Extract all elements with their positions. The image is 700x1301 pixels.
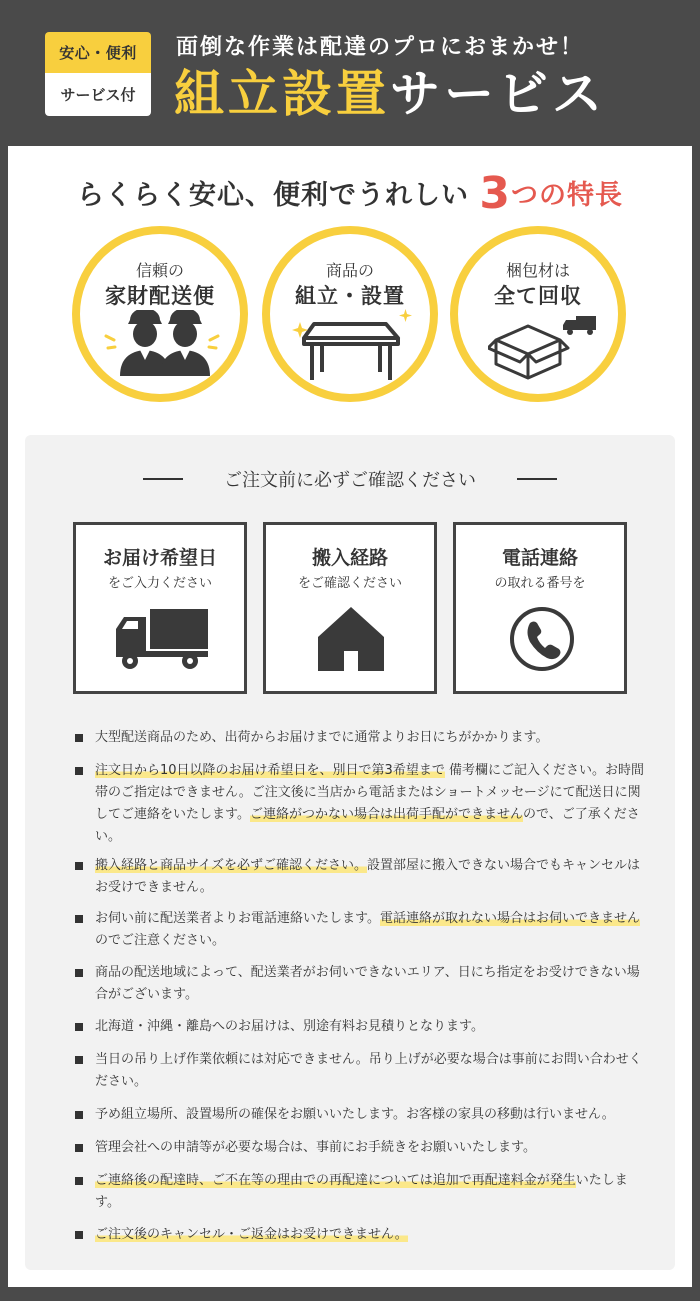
- box-truck-icon: [488, 310, 604, 380]
- notice-item: [75, 1137, 645, 1159]
- header-title-highlight: 組立設置: [174, 65, 390, 123]
- header-title-rest: サービス: [390, 65, 606, 123]
- phone-icon: [508, 605, 576, 673]
- notice-item: [75, 760, 645, 848]
- notice-title: ご注文前に必ずご確認ください: [224, 470, 476, 491]
- card-title: 電話連絡: [501, 547, 578, 569]
- note-text: 予め組立場所、設置場所の確保をお願いいたします。お客様の家具の移動は行いません。: [95, 1107, 615, 1122]
- house-icon: [316, 605, 386, 673]
- notice-item: [75, 1224, 645, 1246]
- highlighted-text: 注文日から10日以降のお届け希望日を、別日で第3希望まで: [95, 763, 445, 778]
- badge-bottom-label: サービス付: [45, 73, 151, 116]
- notice-item: [75, 1049, 645, 1093]
- notice-item: [75, 1170, 645, 1214]
- features-title: [0, 168, 700, 219]
- card-subtitle: をご確認ください: [297, 576, 402, 591]
- highlighted-text: 搬入経路と商品サイズを必ずご確認ください。: [95, 858, 367, 873]
- notice-item: [75, 1016, 645, 1038]
- feature-packaging: [450, 226, 626, 402]
- footer-bar: [0, 1287, 700, 1301]
- header-title: [174, 64, 606, 124]
- notice-item: [75, 855, 645, 899]
- note-text: 商品の配送地域によって、配送業者がお伺いできないエリア、日にち指定をお受けできない場合がございます。: [95, 965, 640, 1002]
- badge-top-label: 安心・便利: [45, 32, 151, 73]
- feature-label-1: 信頼の: [135, 261, 184, 280]
- card-title: お届け希望日: [102, 547, 217, 569]
- note-text: いたします。: [95, 1173, 628, 1210]
- note-text: 設置部屋に搬入できない場合でもキャンセルはお受けできません。: [95, 858, 640, 895]
- features-title-pre: らくらく安心、便利でうれしい: [76, 180, 469, 211]
- card-subtitle: をご入力ください: [107, 576, 212, 591]
- notice-item: [75, 727, 645, 749]
- feature-delivery: [72, 226, 248, 402]
- notice-item: [75, 1104, 645, 1126]
- feature-label-2: 全て回収: [494, 284, 582, 308]
- card-delivery-date: [73, 522, 247, 694]
- title-rule-right: [517, 478, 557, 480]
- note-text: ので、ご了承ください。: [95, 807, 640, 844]
- features-title-post: つの特長: [511, 180, 624, 211]
- highlighted-text: 電話連絡が取れない場合はお伺いできません: [379, 911, 640, 926]
- truck-icon: [114, 607, 210, 671]
- note-text: お伺い前に配送業者よりお電話連絡いたします。: [95, 911, 380, 926]
- highlighted-text: ご注文後のキャンセル・ご返金はお受けできません。: [95, 1227, 408, 1242]
- note-text: 当日の吊り上げ作業依頼には対応できません。吊り上げが必要な場合は事前にお問い合わせください。: [95, 1052, 642, 1089]
- feature-label-1: 梱包材は: [505, 261, 570, 280]
- feature-label-2: 家財配送便: [105, 284, 215, 308]
- note-text: 管理会社への申請等が必要な場合は、事前にお手続きをお願いいたします。: [95, 1140, 536, 1155]
- features-title-number: 3: [479, 168, 512, 219]
- service-badge: [45, 32, 151, 116]
- card-title: 搬入経路: [311, 547, 388, 569]
- header-banner: [0, 0, 700, 146]
- note-text: 備考欄にご記入ください。お時間帯のご指定はできません。ご注文後に当店から電話またはショートメッセージにて配送日に関してご連絡をいたします。: [95, 763, 644, 822]
- notice-item: [75, 962, 645, 1006]
- header-subtitle: 面倒な作業は配達のプロにおまかせ！: [176, 35, 585, 60]
- card-carry-route: [263, 522, 437, 694]
- note-text: のでご注意ください。: [95, 933, 226, 948]
- feature-assembly: [262, 226, 438, 402]
- delivery-staff-icon: [102, 310, 222, 380]
- highlighted-text: ご連絡後の配達時、ご不在等の理由での再配達については追加で再配達料金が発生: [95, 1173, 576, 1188]
- note-text: 北海道・沖縄・離島へのお届けは、別途有料お見積りとなります。: [95, 1019, 484, 1034]
- note-text: 大型配送商品のため、出荷からお届けまでに通常よりお日にちがかかります。: [95, 730, 549, 745]
- card-subtitle: の取れる番号を: [494, 576, 586, 591]
- feature-label-1: 商品の: [325, 261, 374, 280]
- table-icon: [290, 308, 414, 384]
- card-phone-contact: [453, 522, 627, 694]
- highlighted-text: ご連絡がつかない場合は出荷手配ができません: [249, 807, 523, 822]
- feature-label-2: 組立・設置: [295, 284, 405, 308]
- notice-item: [75, 908, 645, 952]
